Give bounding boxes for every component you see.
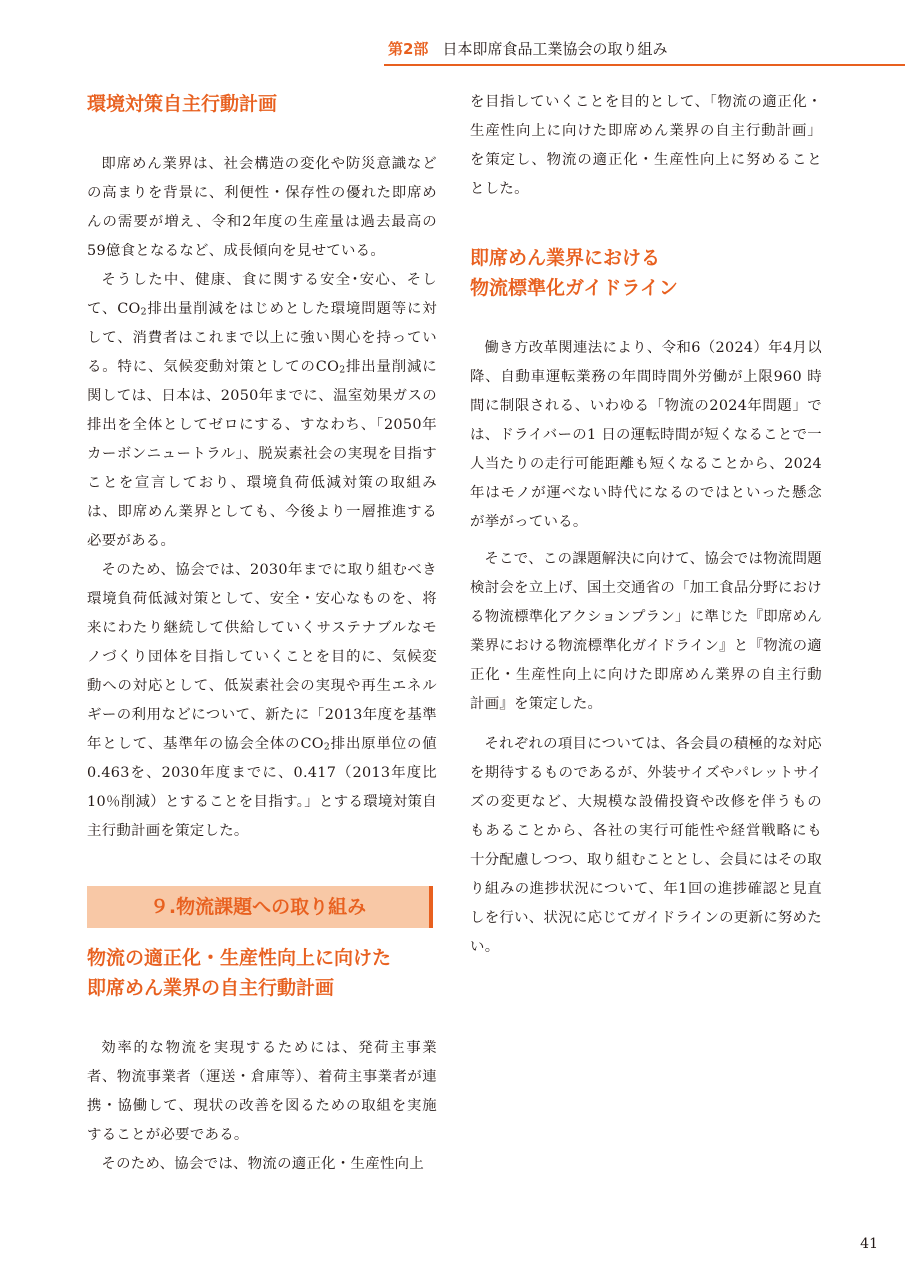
paragraph-3 <box>87 556 437 846</box>
heading-logistics-plan-line2: 即席めん業界の自主行動計画 <box>87 977 335 999</box>
page-number: 41 <box>860 1236 878 1252</box>
paragraph-4: 効率的な物流を実現するためには、発荷主事業者、物流事業者（運送・倉庫等）、着荷主事業者が連携・協働して、現状の改善を図るための取組を実施することが必要である。 <box>87 1040 437 1143</box>
running-header <box>388 38 667 60</box>
part-label: 第2部 <box>388 40 429 58</box>
paragraph-2-part-a: そうした中、健康、食に関する安全･安心、そして、CO <box>87 272 437 317</box>
heading-guideline-line2: 物流標準化ガイドライン <box>470 277 678 299</box>
paragraph-6: 働き方改革関連法により、令和6（2024）年4月以降、自動車運転業務の年間時間外労働が上限960 時間に制限される、いわゆる「物流の2024年問題」では、ドライバーの1 日の運転時間が短くなることで一人当たりの走行可能距離も短くなることから、2024年はモノが運べない時代になるのではといった懸念が挙がっている。 <box>470 340 822 530</box>
section-heading-logistics: ９.物流課題への取り組み <box>87 886 433 928</box>
subscript-2: 2 <box>339 364 346 376</box>
paragraph-8: それぞれの項目については、各会員の積極的な対応を期待するものであるが、外装サイズやパレットサイズの変更など、大規模な設備投資や改修を伴うものもあることから、各社の実行可能性や経営戦略にも十分配慮しつつ、取り組むこととし、会員にはその取り組みの進捗状況について、年1回の進捗確認と見直しを行い、状況に応じてガイドラインの更新に努めたい。 <box>470 736 823 955</box>
heading-guideline-line1: 即席めん業界における <box>470 247 661 269</box>
paragraph-5: そのため、協会では、物流の適正化・生産性向上 <box>101 1156 425 1172</box>
paragraph-5-continued: を目指していくことを目的として、「物流の適正化・生産性向上に向けた即席めん業界の自主行動計画」を策定し、物流の適正化・生産性向上に努めることとした。 <box>470 94 822 197</box>
paragraph-2-part-c: 排出量削減に関しては、日本は、2050年までに、温室効果ガスの排出を全体としてゼロにする、すなわち、「2050年カーボンニュートラル」、脱炭素社会の実現を目指すことを宣言しており、環境負荷低減対策の取組みは、即席めん業界としても、今後より一層推進する必要がある。 <box>87 359 437 549</box>
paragraph-2-part-b: 排出量削減をはじめとした環境問題等に対して、消費者はこれまで以上に強い関心を持っている。特に、気候変動対策としてのCO <box>87 301 437 375</box>
header-rule <box>384 64 905 66</box>
paragraph-3-part-b: 排出原単位の値0.463を、2030年度までに、0.417（2013年度比10％削減）とすることを目指す。」とする環境対策自主行動計画を策定した。 <box>87 736 437 839</box>
subscript-2: 2 <box>140 306 147 318</box>
paragraph-3-part-a: そのため、協会では、2030年までに取り組むべき環境負荷低減対策として、安全・安心なものを、将来にわたり継続して供給していくサステナブルなモノづくり団体を目指していくことを目的に、気候変動への対応として、低炭素社会の実現や再生エネルギーの利用などについて、新たに「2013年度を基準年として、基準年の協会全体のCO <box>87 562 437 752</box>
heading-environment-plan: 環境対策自主行動計画 <box>87 93 278 115</box>
heading-logistics-plan-line1: 物流の適正化・生産性向上に向けた <box>87 947 392 969</box>
header-title: 日本即席食品工業協会の取り組み <box>442 40 668 58</box>
paragraph-1: 即席めん業界は、社会構造の変化や防災意識などの高まりを背景に、利便性・保存性の優れた即席めんの需要が増え、令和2年度の生産量は過去最高の59億食となるなど、成長傾向を見せている。 <box>87 156 437 259</box>
paragraph-7: そこで、この課題解決に向けて、協会では物流問題検討会を立上げ、国土交通省の「加工食品分野における物流標準化アクションプラン」に準じた『即席めん業界における物流標準化ガイドライン』と『物流の適正化・生産性向上に向けた即席めん業界の自主行動計画』を策定した。 <box>470 551 823 712</box>
subscript-2: 2 <box>323 741 331 753</box>
paragraph-2 <box>87 266 437 556</box>
